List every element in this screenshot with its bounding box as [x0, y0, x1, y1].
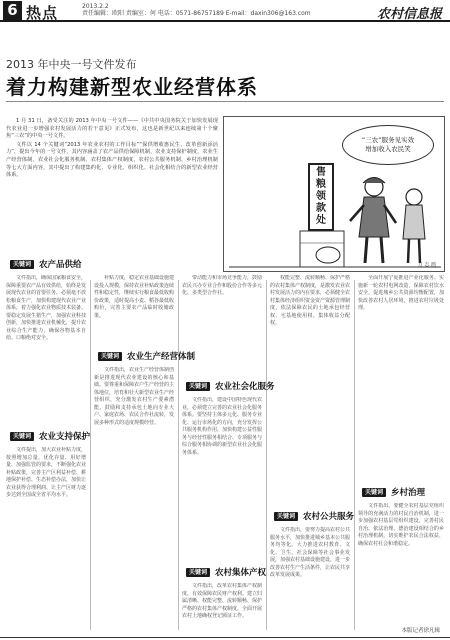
keyword-tag: 关键词: [186, 382, 210, 391]
section-name: 热点: [26, 4, 59, 22]
lead-paragraph: 1 月 31 日，备受关注的 2013 年中央一号文件——《中共中央国务院关于加快发展现代农业进一步增强农村发展活力的若干意见》正式发布，这也是新世纪以来连续第十个聚焦“三农”的中央一号文件。: [6, 118, 218, 140]
keyword-heading: [98, 350, 195, 362]
sign-char: 售: [316, 167, 326, 178]
sign-char: 领: [316, 191, 326, 202]
column-divider: [90, 280, 91, 630]
body-paragraph: 全面开展宁夏推进产业化服务、实施新一轮农村电网改造，保障农村饮水安全，促进城乡公共资源均衡配置，加快改善农村人居环境，推进农村垃圾处理。: [358, 275, 444, 311]
keyword-title: 农产品供给: [39, 260, 82, 270]
article-lead: [6, 118, 218, 181]
body-paragraph: 文件指出，要健全农村基层党组织领导的充满活力的村民自治机制，进一步加强农村基层党组织建设，完善村民自治、依法治理、德治建设相结合的乡村治理机制，切实维护农民合法权益，确保农村社会和谐稳定。: [358, 503, 444, 547]
keyword-tag: 关键词: [10, 432, 34, 441]
article-kicker: 2013 年中央一号文件发布: [6, 58, 137, 71]
headline-divider: [6, 101, 444, 102]
body-text: [270, 275, 350, 505]
body-paragraph: 文件指出，改革农村集体产权制度，有效保障农民财产权利。建立归属清晰、权能完整、流转顺畅、保护严格的农村集体产权制度。全面开展农村土地确权登记颁证工作。: [182, 583, 262, 619]
keyword-tag: 关键词: [98, 352, 122, 361]
paper-logo: 农村信息报: [376, 7, 442, 22]
body-paragraph: 文件指出，要努力提高农村公共服务水平，加快推进城乡基本公共服务均等化。大力推进农村教育、文化、卫生、社会保障等社会事业发展，加强农村基础设施建设，进一步改善农村生产生活条件，让农民共享改革发展成果。: [270, 527, 350, 578]
keyword-title: 乡村治理: [391, 488, 426, 498]
article-headline: 着力构建新型农业经营体系: [6, 75, 258, 99]
keyword-heading: [362, 486, 425, 498]
body-paragraph: 文件提出，加大农业补贴力度，按照增加总量、优化存量、用好增量、加强监管的要求，不断强化农业补贴政策，完善主产区利益补偿、耕地保护补偿、生态补偿办法，加快让农业获得合理利润、让主产区财力逐步达到全国或全省平均水平。: [6, 447, 86, 498]
keyword-heading: [10, 430, 90, 442]
keyword-heading: [274, 510, 354, 522]
bubble-line: “三农”服务见实效: [361, 136, 415, 144]
column-divider: [354, 280, 355, 630]
body-paragraph: 权能完整、流转顺畅、保护严格的农村集体产权制度，是激发农业农村发展活力的内在要求，必须健全农村集体经济组织资金资产资源管理制度，依法保障农民的土地承包经营权、宅基地使用权、集体收益分配权。: [270, 275, 350, 326]
issue-info: [82, 3, 311, 17]
keyword-title: 农业社会化服务: [215, 382, 275, 392]
page-number: 6: [3, 1, 22, 20]
lead-paragraph: 文件以 14 个关键词“2013 年农业农村的工作目标”“保供增收惠民生、改革创新添活力”，提出今年的一号文件，其内容涵盖了农产品供给保障机制、农业支持保护制度、农业生产经营体制、农业社会化服务机制、农村集体产权制度、农村公共服务机制、乡村治理机制等七大方面内容，其中提出了构建集约化、专业化、组织化、社会化相结合的新型农业经营体系。: [6, 141, 218, 179]
body-text: [6, 275, 86, 425]
keyword-heading: [186, 380, 275, 392]
body-text: [94, 367, 174, 627]
bottom-rule: [0, 637, 450, 638]
body-text: [182, 397, 262, 562]
column-divider: [266, 280, 267, 630]
body-text: [270, 527, 350, 627]
grain-station-sign: [308, 163, 334, 231]
bubble-line: 增加收入农民笑: [365, 145, 411, 153]
body-paragraph: 补贴力度，稳定农业基础设施建设投入规模，保持农业补贴政策连续性和稳定性，继续实行粮食最低收购价政策，适时提高小麦、稻谷最低收购价，完善主要农产品临时收储政策。: [94, 275, 174, 319]
keyword-title: 农村集体产权: [215, 568, 267, 578]
keyword-tag: 关键词: [186, 568, 210, 577]
editor-contacts: 责任编辑：欧阳 责编室：何 电话：0571-86757189 E-mail：daxin306@163.com: [82, 10, 311, 17]
sign-char: 款: [316, 203, 326, 214]
issue-date: 2013.2.2: [82, 3, 109, 10]
keyword-tag: 关键词: [274, 512, 298, 521]
keyword-heading: [10, 258, 82, 270]
keyword-tag: 关键词: [10, 260, 34, 269]
body-paragraph: 带动能力和市场竞争能力，鼓励农民兴办专业合作和股份合作等多元化、多类型合作社。: [182, 275, 262, 296]
keyword-title: 农业生产经营体制: [127, 352, 196, 362]
page-credit: 本版记者徐凡辑: [401, 628, 440, 634]
body-paragraph: 文件指出，农业生产经营体制创新是推进现代农业建设的核心和基础。要尊重和保障农户生产经营的主体地位，培育和壮大新型农业生产经营组织，充分激发农村生产要素潜能。鼓励和支持承包土地向专业大户、家庭农场、农民合作社流转，发展多种形式的适度规模经营。: [94, 367, 174, 426]
sign-char: 粮: [316, 179, 326, 190]
body-text: [6, 447, 86, 627]
cartoon-credit: 万 志 画: [417, 262, 436, 268]
body-text: [182, 583, 262, 627]
body-text: [182, 275, 262, 375]
sign-char: 处: [316, 215, 326, 226]
body-paragraph: 文件指出，建设中国特色现代农业，必须建立完善的农业社会化服务体系。要坚持主体多元化、服务专业化、运行市场化的方向，充分发挥公共服务机构作用，加快构建公益性服务与经营性服务相结合、专项服务与综合服务相协调的新型农业社会化服务体系。: [182, 397, 262, 456]
body-text: [94, 275, 174, 345]
keyword-title: 农村公共服务: [303, 512, 355, 522]
body-text: [358, 503, 444, 615]
body-text: [358, 275, 444, 480]
column-divider: [178, 280, 179, 630]
page-header: [0, 0, 450, 22]
keyword-title: 农业支持保护: [39, 432, 91, 442]
keyword-tag: 关键词: [362, 488, 386, 497]
keyword-heading: [186, 566, 266, 578]
editorial-cartoon: [223, 116, 445, 272]
speech-bubble: [342, 125, 434, 165]
body-paragraph: 文件指出，确保国家粮食安全，保障重要农产品有效供给，始终是发展现代农业的首要任务。必须毫不放松粮食生产，加快构建现代农业产业体系，着力强化农业物质技术装备。要稳定发展生猪生产，加强农业科技创新，加快推进农业机械化，提升农业综合生产能力，确保谷物基本自给、口粮绝对安全。: [6, 275, 86, 341]
